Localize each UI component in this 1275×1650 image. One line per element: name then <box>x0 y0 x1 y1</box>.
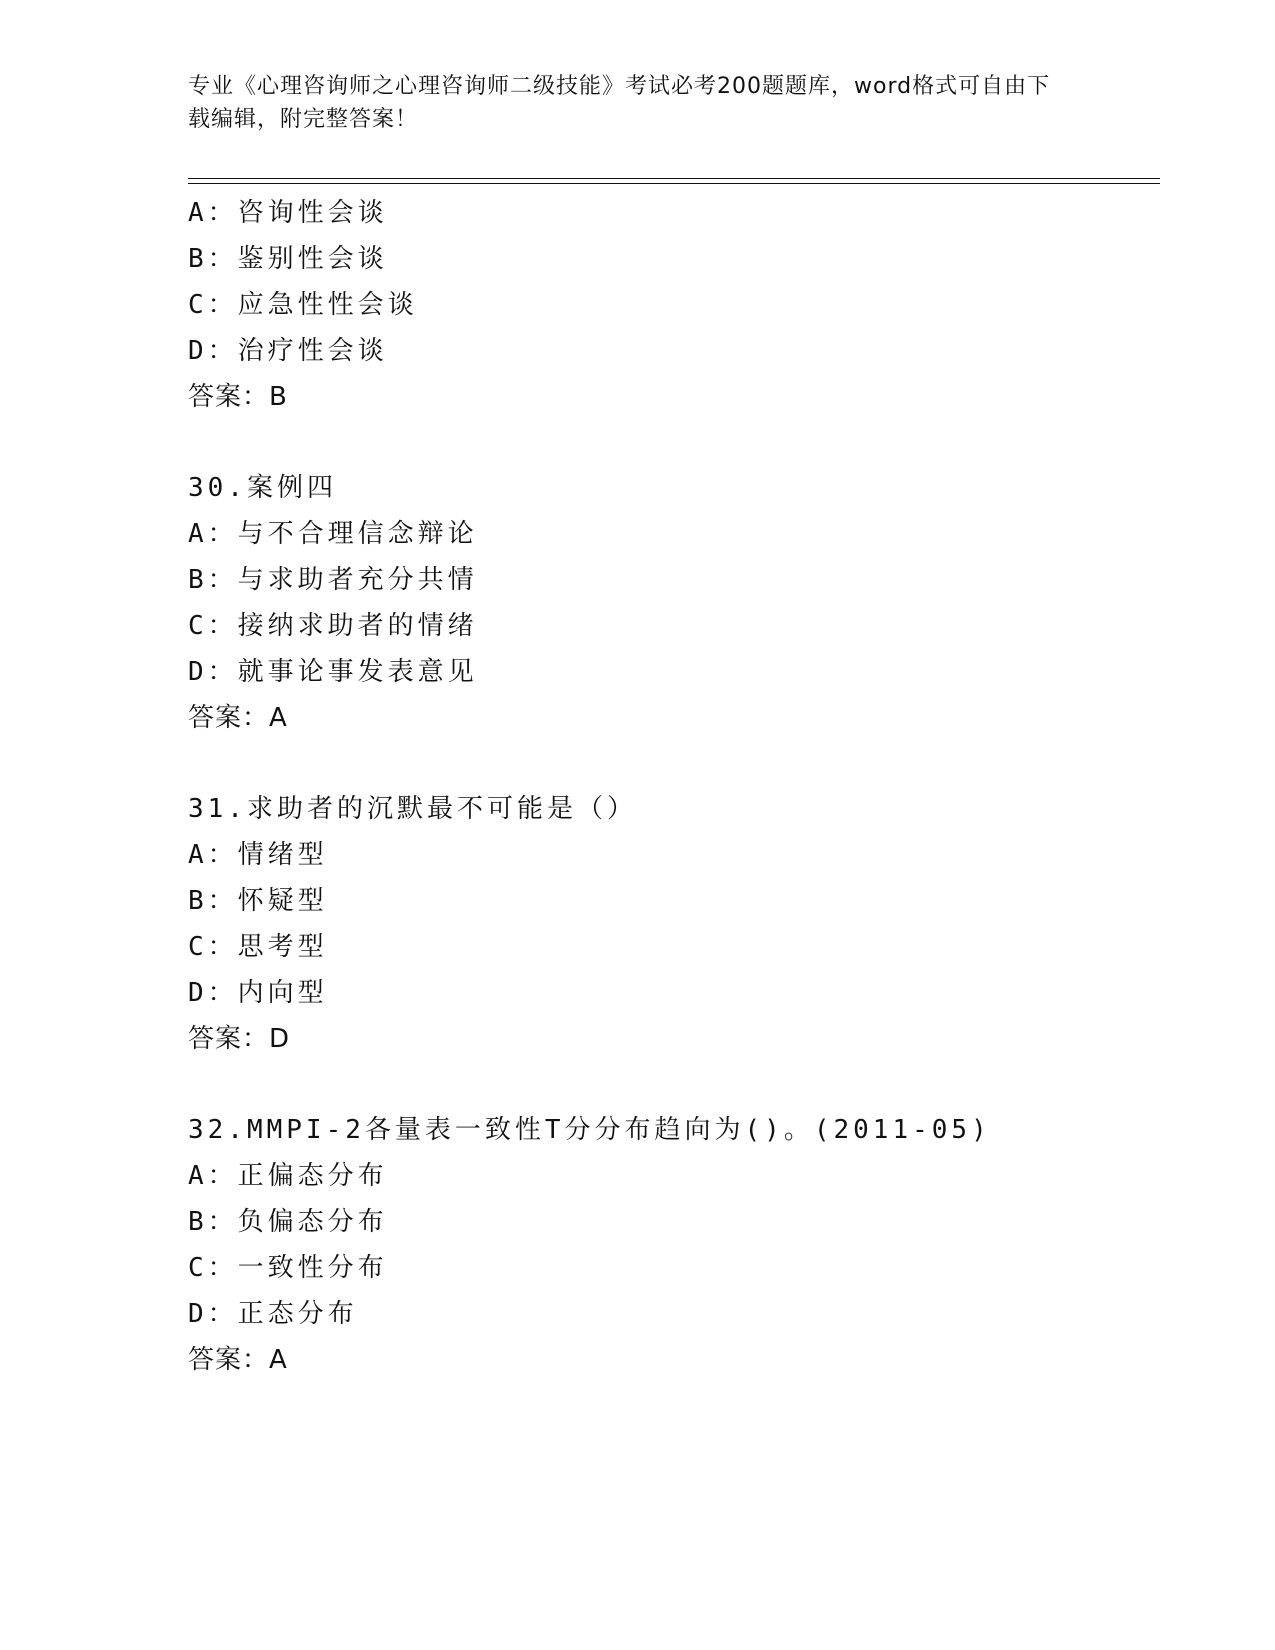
option-a: A：情绪型 <box>188 840 328 870</box>
answer-line: 答案：D <box>188 1024 291 1054</box>
option-b: B：怀疑型 <box>188 886 328 916</box>
option-d: D：治疗性会谈 <box>188 336 388 366</box>
option-b: B：与求助者充分共情 <box>188 565 478 595</box>
option-a: A：咨询性会谈 <box>188 198 388 228</box>
option-c: C：一致性分布 <box>188 1253 388 1283</box>
option-b: B：负偏态分布 <box>188 1207 388 1237</box>
option-d: D：正态分布 <box>188 1299 358 1329</box>
option-d: D：内向型 <box>188 978 328 1008</box>
option-a: A：正偏态分布 <box>188 1161 388 1191</box>
option-a: A：与不合理信念辩论 <box>188 519 478 549</box>
question-stem: 30.案例四 <box>188 473 337 503</box>
answer-line: 答案：A <box>188 1345 288 1375</box>
header-divider-bottom <box>188 183 1160 184</box>
header-divider-top <box>188 178 1160 179</box>
question-stem: 32.MMPI-2各量表一致性T分分布趋向为()。(2011-05) <box>188 1115 991 1145</box>
option-c: C：应急性性会谈 <box>188 290 418 320</box>
document-header: 专业《心理咨询师之心理咨询师二级技能》考试必考200题题库，word格式可自由下载编辑，附完整答案！ <box>188 74 1051 132</box>
option-b: B：鉴别性会谈 <box>188 244 388 274</box>
question-block-30 <box>188 465 1148 741</box>
option-d: D：就事论事发表意见 <box>188 657 478 687</box>
question-block-31 <box>188 786 1148 1062</box>
option-c: C：接纳求助者的情绪 <box>188 611 478 641</box>
question-stem: 31.求助者的沉默最不可能是（） <box>188 794 637 824</box>
option-c: C：思考型 <box>188 932 328 962</box>
answer-line: 答案：A <box>188 703 288 733</box>
answer-line: 答案：B <box>188 382 288 412</box>
question-block-32 <box>188 1107 1148 1383</box>
question-list <box>188 190 1148 1383</box>
question-block-29 <box>188 190 1148 420</box>
